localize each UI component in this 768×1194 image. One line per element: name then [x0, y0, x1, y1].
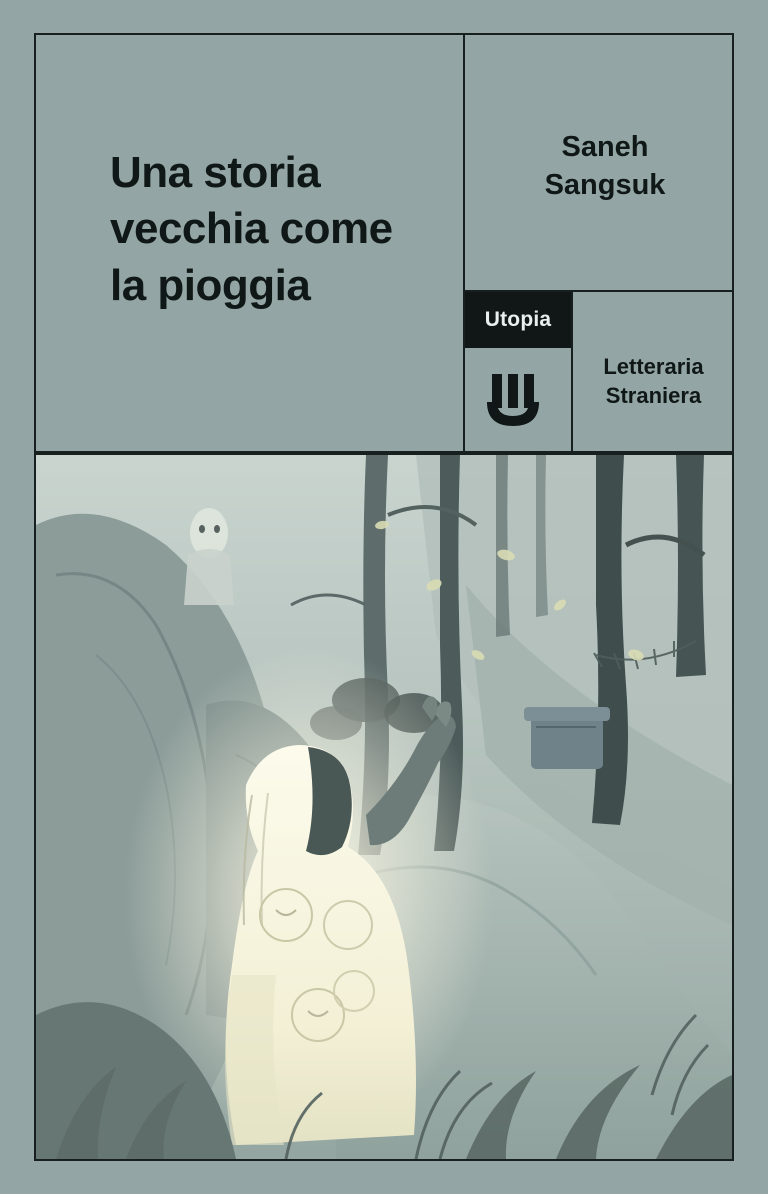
title-line-2: vecchia come	[110, 204, 393, 254]
title-line-3: la pioggia	[110, 260, 311, 310]
series-line-2: Straniera	[605, 383, 702, 409]
publisher-name: Utopia	[484, 308, 552, 331]
utopia-logo-icon	[465, 348, 571, 453]
title-line-1: Una storia	[110, 148, 321, 197]
series-line-1: Letteraria	[603, 354, 704, 379]
author-line-1: Saneh	[561, 131, 649, 163]
author-line-2: Sangsuk	[544, 169, 666, 202]
publisher-badge	[465, 292, 571, 348]
book-title	[110, 145, 455, 314]
book-author	[480, 128, 730, 205]
forest-scene-illustration	[34, 453, 734, 1161]
series-name	[573, 352, 734, 410]
